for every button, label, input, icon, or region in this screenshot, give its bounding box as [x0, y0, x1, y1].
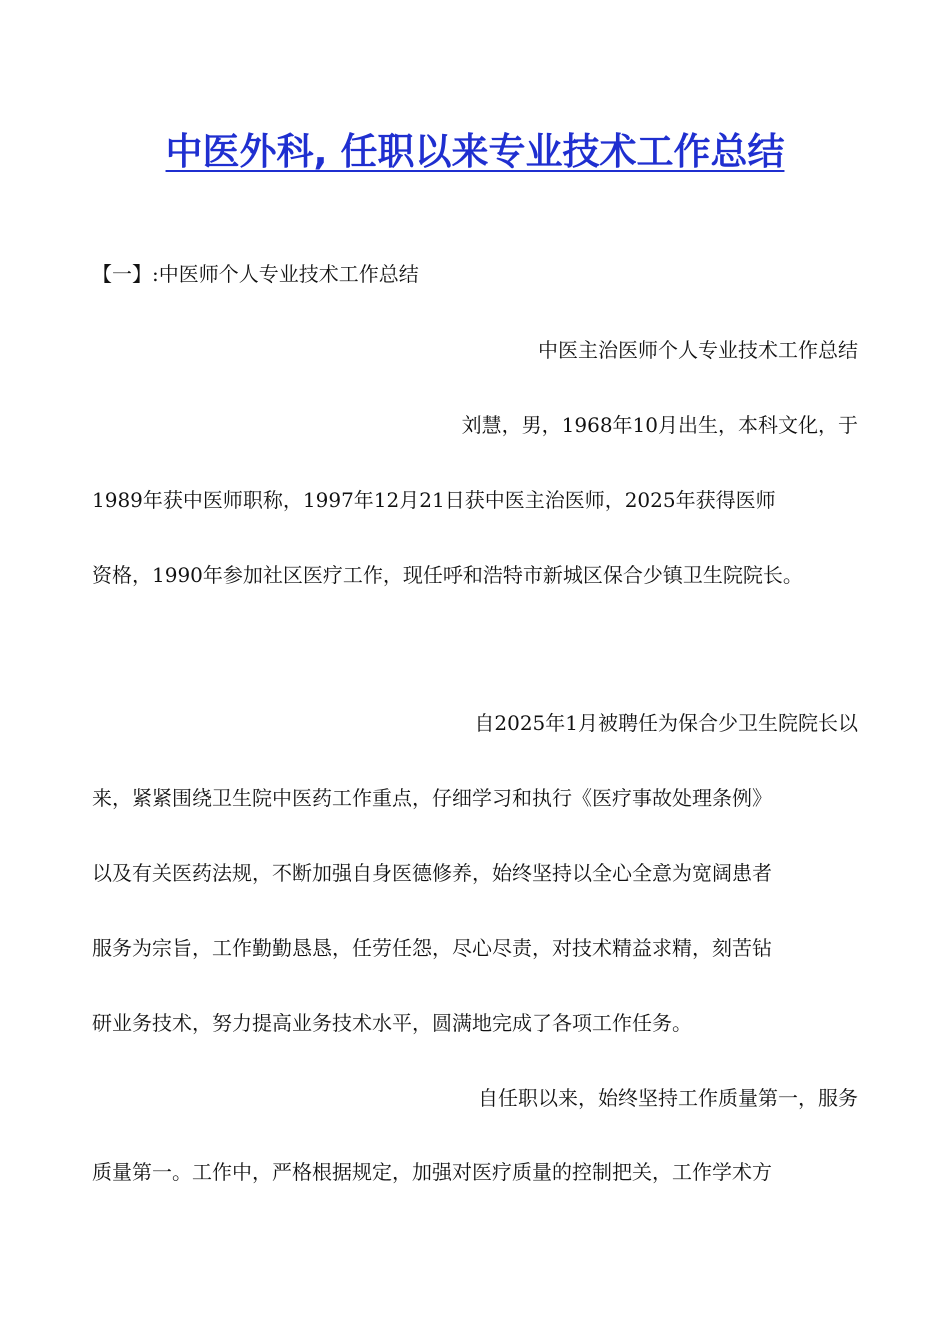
document-title[interactable]: 中医外科, 任职以来专业技术工作总结 — [165, 130, 785, 173]
paragraph-2-line-1: 自2025年1月被聘任为保合少卫生院院长以 — [474, 711, 858, 735]
paragraph-2-line-3: 以及有关医药法规，不断加强自身医德修养，始终坚持以全心全意为宽阔患者 — [92, 861, 772, 885]
paragraph-2-line-4: 服务为宗旨，工作勤勤恳恳，任劳任怨，尽心尽责，对技术精益求精，刻苦钻 — [92, 936, 772, 960]
section-heading: 【一】:中医师个人专业技术工作总结 — [92, 262, 419, 286]
paragraph-1-line-2: 1989年获中医师职称，1997年12月21日获中医主治医师，2025年获得医师 — [92, 488, 776, 512]
paragraph-3-line-2: 质量第一。工作中，严格根据规定，加强对医疗质量的控制把关，工作学术方 — [92, 1160, 772, 1184]
document-subtitle: 中医主治医师个人专业技术工作总结 — [538, 338, 858, 362]
paragraph-3-line-1: 自任职以来，始终坚持工作质量第一，服务 — [478, 1086, 858, 1110]
paragraph-1-line-1: 刘慧，男，1968年10月出生，本科文化，于 — [461, 413, 858, 437]
paragraph-2-line-5: 研业务技术，努力提高业务技术水平，圆满地完成了各项工作任务。 — [92, 1011, 692, 1035]
paragraph-1-line-3: 资格，1990年参加社区医疗工作，现任呼和浩特市新城区保合少镇卫生院院长。 — [92, 563, 803, 587]
paragraph-2-line-2: 来，紧紧围绕卫生院中医药工作重点，仔细学习和执行《医疗事故处理条例》 — [92, 786, 772, 810]
